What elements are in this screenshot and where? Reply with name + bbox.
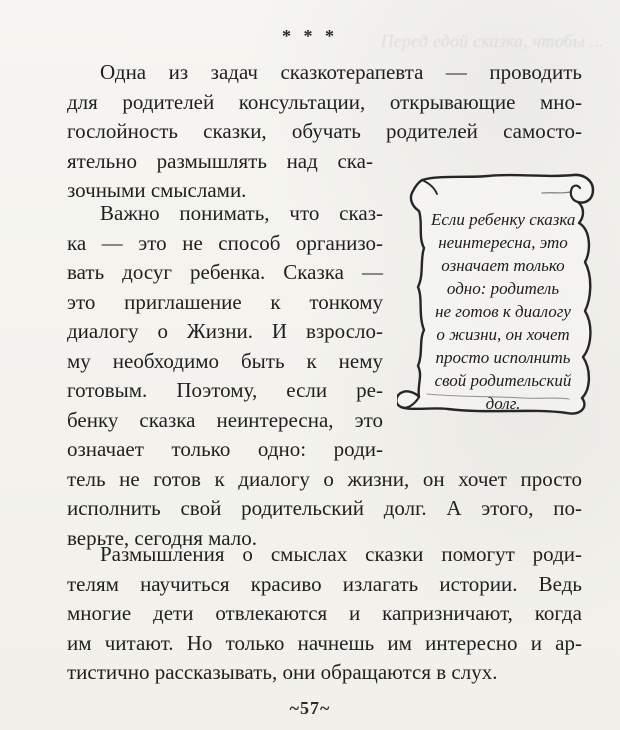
scroll-callout — [397, 166, 607, 418]
paragraph-line: диалогу о Жизни. И взросло- — [67, 319, 383, 343]
paragraph-line: ка — это не способ организо- — [67, 230, 383, 255]
callout-line: одно: родитель — [446, 279, 560, 298]
paragraph-line: исполнить свой родительский долг. А этого, по- — [67, 496, 582, 520]
paragraph-2 — [67, 199, 582, 553]
paragraph-line: вать досуг ребенка. Сказка — — [67, 260, 383, 284]
callout-line: просто исполнить — [435, 348, 571, 367]
paragraph-line: Важно понимать, что сказ- — [100, 201, 383, 225]
callout-line: не готов к диалогу — [435, 302, 571, 321]
paragraph-line: верьте, сегодня мало. — [67, 525, 257, 550]
callout-line: Если ребенку сказка — [431, 210, 576, 229]
paragraph-line: Одна из задач сказкотерапевта — проводить — [100, 60, 582, 84]
paragraph-line: многие дети отвлекаются и капризничают, когда — [67, 601, 582, 625]
callout-line: долг. — [485, 394, 521, 413]
paragraph-line: гослойность сказки, обучать родителей самосто- — [67, 119, 582, 143]
paragraph-line: тистично рассказывать, они обращаются в слух. — [67, 660, 498, 684]
paragraph-line: ятельно размышлять над ска- — [67, 148, 373, 173]
section-divider: * * * — [282, 26, 338, 46]
bleed-line: Перед едой сказка, чтобы ... — [380, 31, 604, 51]
paragraph-line: для родителей консультации, открывающие мно- — [67, 89, 582, 114]
paragraph-line: Размышления о смыслах сказки помогут роди- — [100, 542, 582, 566]
paragraph-line: готовым. Поэтому, если ре- — [67, 378, 383, 402]
paragraph-line: зочными смыслами. — [67, 178, 247, 202]
callout-line: свой родительский — [434, 371, 572, 390]
paragraph-line: означает только одно: роди- — [67, 437, 383, 461]
callout-text — [431, 208, 575, 415]
paragraph-3 — [67, 540, 582, 688]
callout-line: означает только — [441, 256, 565, 275]
paragraph-line: телям научиться красиво излагать истории. Ведь — [67, 571, 582, 596]
paragraph-line: это приглашение к тонкому — [67, 289, 383, 314]
page-number: ~57~ — [289, 698, 331, 718]
callout-line: неинтересна, это — [438, 233, 568, 252]
paragraph-line: бенку сказка неинтересна, это — [67, 407, 383, 432]
paragraph-line: тель не готов к диалогу о жизни, он хочет просто — [67, 466, 582, 491]
callout-line: о жизни, он хочет — [436, 325, 570, 344]
paragraph-line: му необходимо быть к нему — [67, 348, 383, 373]
paragraph-line: им читают. Но только начнешь им интересно и ар- — [67, 630, 582, 655]
